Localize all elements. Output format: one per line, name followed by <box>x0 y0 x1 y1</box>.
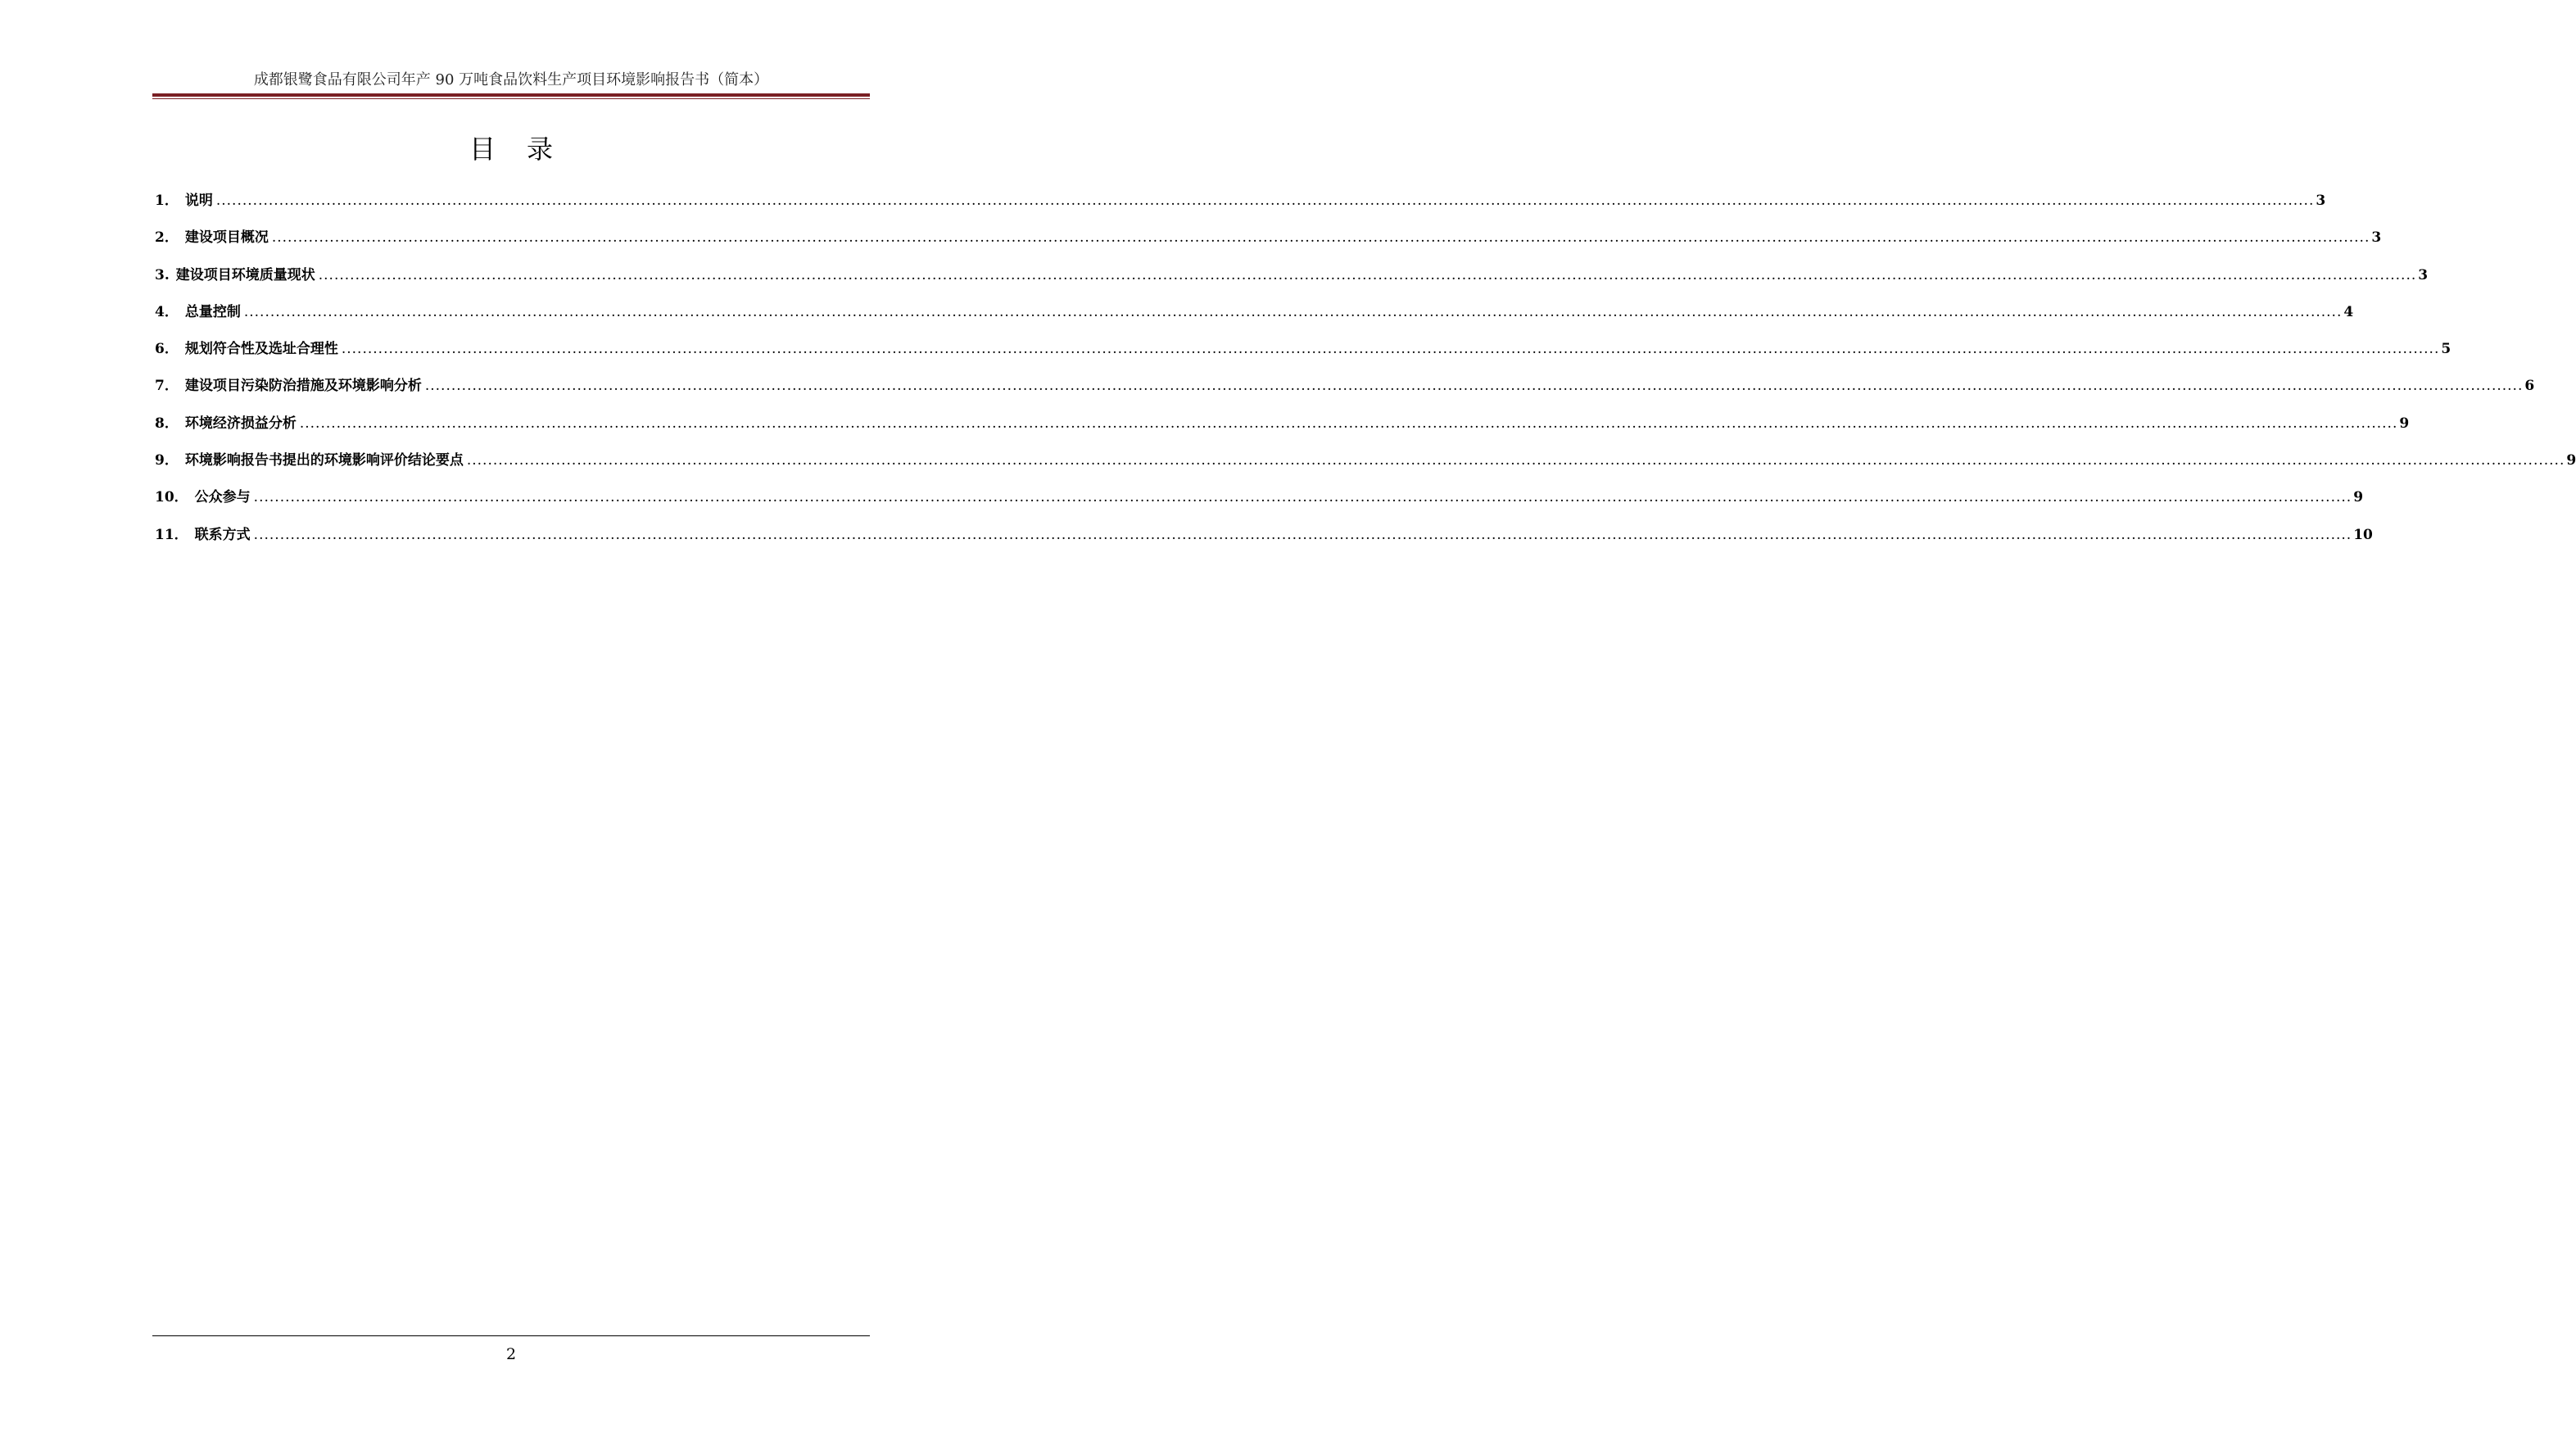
toc-entry-number: 6． <box>155 341 179 358</box>
toc-entry-label: 联系方式 <box>194 526 251 543</box>
footer-divider <box>152 1335 870 1336</box>
toc-entry[interactable] <box>155 188 2326 225</box>
toc-title: 目录 <box>469 134 584 165</box>
toc-entry-number: 9． <box>155 452 179 469</box>
table-of-contents <box>155 188 2576 560</box>
toc-entry-label: 说明 <box>184 193 213 209</box>
toc-entry-number: 4． <box>155 303 179 320</box>
toc-leader-dots: ................................................................................................................................................................................................................................................................................................................................................................................................................ <box>215 193 2315 209</box>
header-divider-thick <box>152 93 870 97</box>
toc-entry-label: 建设项目环境质量现状 <box>175 266 315 283</box>
toc-entry-page: 9 <box>2353 489 2364 506</box>
toc-entry-label: 环境影响报告书提出的环境影响评价结论要点 <box>184 452 464 469</box>
toc-leader-dots: ................................................................................................................................................................................................................................................................................................................................................................................................................ <box>271 229 2370 247</box>
toc-entry[interactable] <box>155 523 2373 560</box>
toc-leader-dots: ................................................................................................................................................................................................................................................................................................................................................................................................................ <box>341 341 2440 358</box>
toc-entry-page: 4 <box>2343 303 2354 320</box>
toc-entry-page: 3 <box>2371 229 2382 247</box>
toc-leader-dots: ................................................................................................................................................................................................................................................................................................................................................................................................................ <box>253 489 2352 506</box>
toc-entry[interactable] <box>155 263 2429 300</box>
toc-entry-number: 3. <box>155 266 170 283</box>
header-divider-thin <box>152 98 870 99</box>
toc-entry-page: 6 <box>2524 378 2535 395</box>
toc-entry-page: 5 <box>2441 341 2452 358</box>
toc-leader-dots: ................................................................................................................................................................................................................................................................................................................................................................................................................ <box>243 303 2343 320</box>
toc-entry[interactable] <box>155 374 2535 410</box>
toc-entry[interactable] <box>155 337 2452 374</box>
toc-entry[interactable] <box>155 225 2382 262</box>
toc-entry-number: 8． <box>155 415 179 432</box>
toc-entry-label: 环境经济损益分析 <box>184 415 297 432</box>
toc-entry[interactable] <box>155 300 2354 337</box>
toc-entry-page: 3 <box>2418 266 2429 283</box>
toc-entry-label: 建设项目概况 <box>184 229 269 247</box>
toc-entry-number: 2． <box>155 229 179 247</box>
toc-leader-dots: ................................................................................................................................................................................................................................................................................................................................................................................................................ <box>299 415 2398 432</box>
toc-leader-dots: ................................................................................................................................................................................................................................................................................................................................................................................................................ <box>318 266 2417 283</box>
toc-entry-page: 9 <box>2399 415 2410 432</box>
toc-entry[interactable] <box>155 411 2410 448</box>
toc-leader-dots: ................................................................................................................................................................................................................................................................................................................................................................................................................ <box>253 526 2352 543</box>
toc-entry-label: 公众参与 <box>194 489 251 506</box>
toc-entry-number: 10． <box>155 489 188 506</box>
toc-entry-number: 11． <box>155 526 188 543</box>
toc-leader-dots: ................................................................................................................................................................................................................................................................................................................................................................................................................ <box>466 452 2565 469</box>
toc-entry[interactable] <box>155 485 2364 522</box>
toc-entry-label: 建设项目污染防治措施及环境影响分析 <box>184 378 422 395</box>
toc-entry[interactable] <box>155 448 2576 485</box>
toc-entry-page: 3 <box>2316 193 2326 209</box>
toc-entry-page: 10 <box>2353 526 2373 543</box>
toc-leader-dots: ................................................................................................................................................................................................................................................................................................................................................................................................................ <box>424 378 2524 395</box>
toc-entry-number: 1． <box>155 193 179 209</box>
toc-entry-number: 7． <box>155 378 179 395</box>
page-number: 2 <box>505 1345 517 1363</box>
toc-entry-page: 9 <box>2566 452 2576 469</box>
running-header: 成都银鹭食品有限公司年产 90 万吨食品饮料生产项目环境影响报告书（简本） <box>253 71 769 88</box>
toc-entry-label: 总量控制 <box>184 303 241 320</box>
toc-entry-label: 规划符合性及选址合理性 <box>184 341 338 358</box>
